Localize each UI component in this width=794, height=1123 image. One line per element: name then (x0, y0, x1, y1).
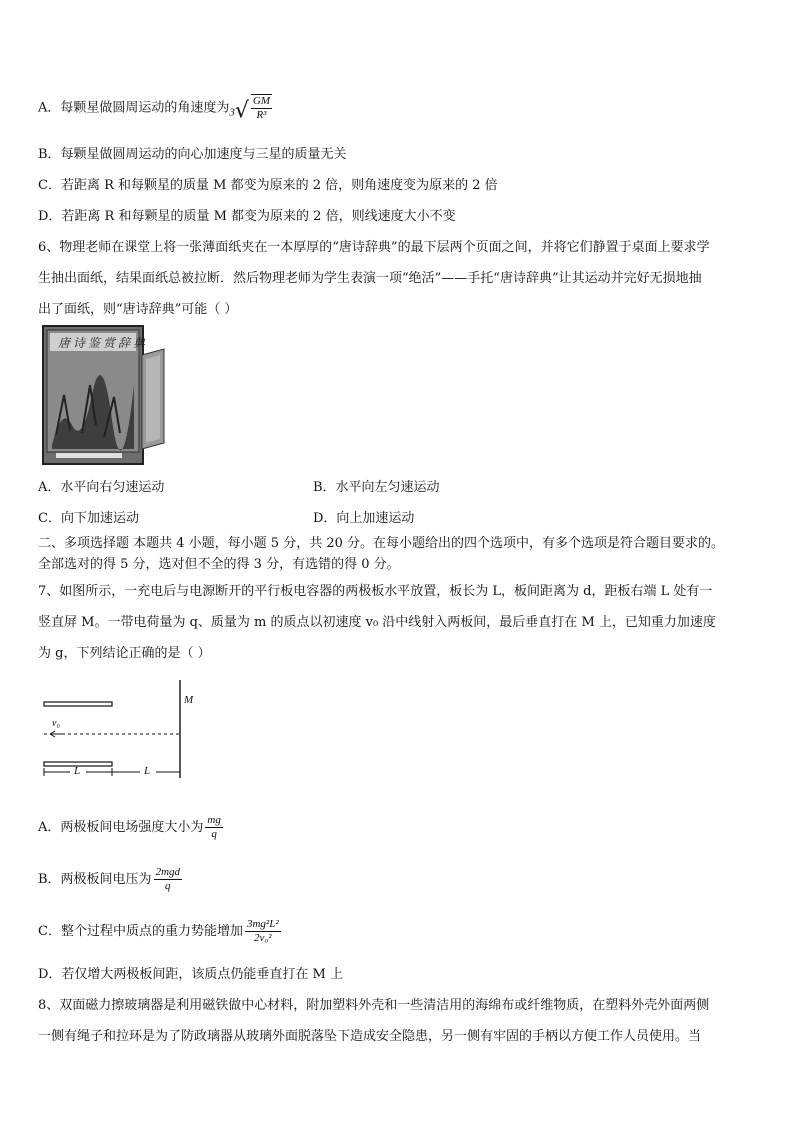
q5-option-a-coef: 3 (229, 106, 235, 119)
capacitor-diagram (40, 678, 200, 778)
q7-option-b-fraction: $\frac{\text{2mgd}}{q}$ (155, 866, 181, 892)
q6-stem-line3: 出了面纸，则“唐诗辞典”可能（ ） (38, 302, 238, 317)
upper-plate (44, 702, 112, 706)
q6-option-a: A．水平向右匀速运动 (38, 480, 165, 495)
q7-option-a: A．两极板间电场强度大小为 $\frac{mg}{q}$ (38, 814, 221, 840)
section2-header-line1: 二、多项选择题 本题共 4 小题，每小题 5 分，共 20 分。在每小题给出的四个选项中，有多个选项是符合题目要求的。 (38, 536, 725, 551)
q7-stem-line1: 7、如图所示，一充电后与电源断开的平行板电容器的两极板水平放置，板长为 L，板间距离为 d，距板右端 L 处有一 (38, 584, 713, 599)
q7-stem-line2: 竖直屏 M。一带电荷量为 q、质量为 m 的质点以初速度 v₀ 沿中线射入两板间，最后垂直打在 M 上，已知重力加速度 (38, 615, 716, 630)
label-v0: v₀ (52, 718, 60, 729)
q7-option-c: C．整个过程中质点的重力势能增加 $\frac{\text{3mg²L²}}{\text{2v₀²}}$ (38, 918, 279, 944)
sqrt-symbol: √ (234, 98, 249, 124)
label-l2: L (144, 765, 151, 777)
q7-option-b: B．两极板间电压为 $\frac{\text{2mgd}}{q}$ (38, 866, 181, 892)
dictionary-figure (42, 325, 174, 465)
q5-option-a-text: A．每颗星做圆周运动的角速度为 (38, 100, 230, 116)
q6-stem-line2: 生抽出面纸，结果面纸总被拉断．然后物理老师为学生表演一项“绝活”——手托“唐诗辞典”让其运动并完好无损地抽 (38, 271, 702, 286)
q5-option-b: B．每颗星做圆周运动的向心加速度与三星的质量无关 (38, 147, 347, 162)
q5-option-d: D．若距离 R 和每颗星的质量 M 都变为原来的 2 倍，则线速度大小不变 (38, 209, 456, 224)
q8-stem-line1: 8、双面磁力擦玻璃器是利用磁铁做中心材料，附加塑料外壳和一些清洁用的海绵布或纤维物质，在塑料外壳外面两侧 (38, 998, 710, 1013)
q7-option-a-fraction: $\frac{mg}{q}$ (207, 814, 221, 840)
q7-option-c-fraction: $\frac{\text{3mg²L²}}{\text{2v₀²}}$ (246, 918, 279, 944)
q7-option-d: D．若仅增大两极板间距，该质点仍能垂直打在 M 上 (38, 967, 343, 982)
q6-option-c: C．向下加速运动 (38, 511, 139, 526)
q6-option-b: B．水平向左匀速运动 (313, 480, 440, 495)
q7-stem-line3: 为 g，下列结论正确的是（ ） (38, 646, 211, 661)
q5-option-a (38, 94, 274, 122)
capacitor-figure (40, 678, 200, 778)
q5-option-c: C．若距离 R 和每颗星的质量 M 都变为原来的 2 倍，则角速度变为原来的 2 倍 (38, 178, 498, 193)
label-m: M (184, 694, 194, 706)
label-l1: L (74, 765, 81, 777)
dictionary-title: 唐诗鉴赏辞典 (58, 336, 149, 350)
q8-stem-line2: 一侧有绳子和拉环是为了防政璃器从玻璃外面脱落坠下造成安全隐患，另一侧有牢固的手柄以方便工作人员使用。当 (38, 1029, 702, 1044)
q6-stem-line1: 6、物理老师在课堂上将一张薄面纸夹在一本厚厚的“唐诗辞典”的最下层两个页面之间，并将它们静置于桌面上要求学 (38, 240, 710, 255)
section2-header-line2: 全部选对的得 5 分，选对但不全的得 3 分，有选错的得 0 分。 (38, 557, 400, 572)
q6-option-d: D．向上加速运动 (313, 511, 415, 526)
q5-option-a-fraction: $\frac{GM}{\text{R³}}$ (252, 95, 271, 121)
